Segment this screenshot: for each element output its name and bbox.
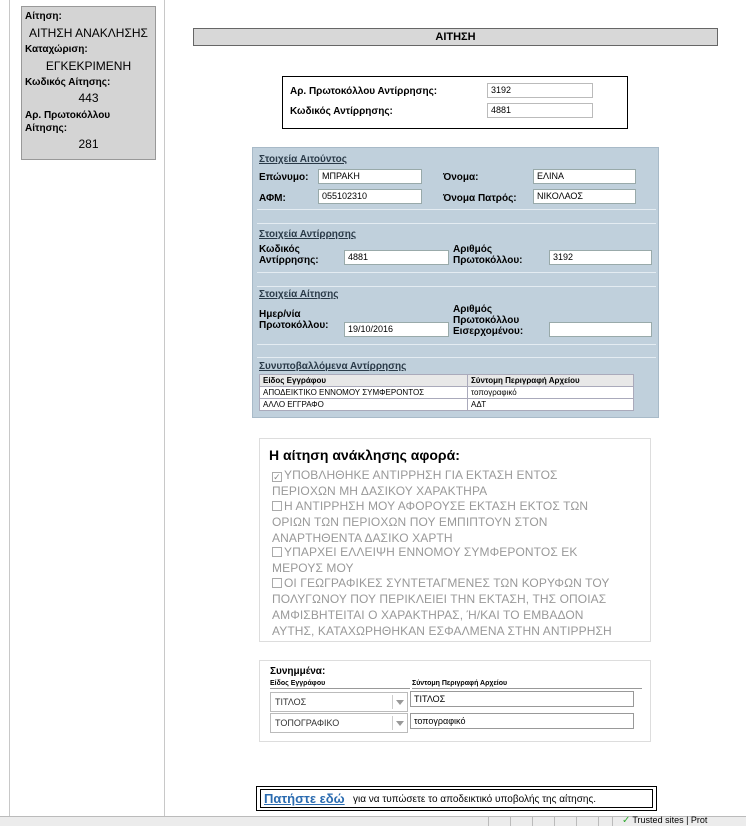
revocation-option[interactable] — [272, 498, 612, 546]
option-text: ΥΠΑΡΧΕΙ ΕΛΛΕΙΨΗ ΕΝΝΟΜΟΥ ΣΥΜΦΕΡΟΝΤΟΣ ΕΚ — [284, 545, 578, 559]
table-cell: ΑΔΤ — [468, 399, 634, 411]
attachment-desc-field[interactable]: τοπογραφικό — [410, 713, 634, 729]
chevron-down-icon — [396, 721, 404, 726]
table-header: Σύντομη Περιγραφή Αρχείου — [468, 375, 634, 387]
attachments-col-type: Είδος Εγγράφου — [270, 680, 410, 689]
revocation-reasons-box — [259, 438, 651, 642]
protocol-date-label: Ημερ/νία Πρωτοκόλλου: — [259, 309, 329, 331]
status-separator — [612, 817, 613, 826]
request-type-label: Αίτηση: — [25, 11, 62, 22]
option-text: ΠΕΡΙΟΧΩΝ ΜΗ ΔΑΣΙΚΟΥ ΧΑΡΑΚΤΗΡΑ — [272, 484, 488, 498]
select-value: ΤΙΤΛΟΣ — [275, 697, 307, 707]
name-field[interactable]: ΕΛΙΝΑ — [533, 169, 636, 184]
details-panel — [252, 147, 659, 418]
print-receipt-text: για να τυπώσετε το αποδεικτικό υποβολής της αίτησης. — [353, 794, 597, 805]
submitted-docs-section-title: Συνυποβαλλόμενα Αντίρρησης — [259, 361, 407, 372]
option-text: ΑΝΑΡΤΗΘΕΝΤΑ ΔΑΣΙΚΟ ΧΑΡΤΗ — [272, 531, 453, 545]
status-separator — [488, 817, 489, 826]
attachments-col-desc: Σύντομη Περιγραφή Αρχείου — [412, 680, 642, 689]
submitted-docs-table — [259, 374, 634, 411]
objection-identifiers-box — [282, 76, 628, 129]
section-divider — [257, 357, 656, 358]
option-text: Η ΑΝΤΙΡΡΗΣΗ ΜΟΥ ΑΦΟΡΟΥΣΕ ΕΚΤΑΣΗ ΕΚΤΟΣ ΤΩΝ — [284, 499, 589, 513]
option-text: ΠΟΛΥΓΩΝΟΥ ΠΟΥ ΠΕΡΙΚΛΕΙΕΙ ΤΗΝ ΕΚΤΑΣΗ, ΤΗΣ ΟΠΟΙΑΣ — [272, 592, 607, 606]
option-text: ΥΠΟΒΛΗΘΗΚΕ ΑΝΤΙΡΡΗΣΗ ΓΙΑ ΕΚΤΑΣΗ ΕΝΤΟΣ — [284, 468, 558, 482]
objection-protocol-detail-field[interactable]: 3192 — [549, 250, 652, 265]
name-label: Όνομα: — [443, 172, 479, 183]
page-title: ΑΙΤΗΣΗ — [193, 28, 718, 46]
protocol-date-field[interactable]: 19/10/2016 — [344, 322, 449, 337]
objection-protocol-field[interactable]: 3192 — [487, 83, 593, 98]
request-code-value: 443 — [78, 91, 99, 105]
security-zone-indicator[interactable] — [622, 815, 707, 826]
objection-code-detail-label: Κωδικός Αντίρρησης: — [259, 244, 319, 266]
option-text: ΑΥΤΗΣ, ΚΑΤΑΧΩΡΗΘΗΚΑΝ ΕΣΦΑΛΜΕΝΑ ΣΤΗΝ ΑΝΤΙΡΡΗΣΗ — [272, 624, 612, 638]
table-header: Είδος Εγγράφου — [260, 375, 468, 387]
objection-code-field[interactable]: 4881 — [487, 103, 593, 118]
option-text: ΑΜΦΙΣΒΗΤΕΙΤΑΙ Ο ΧΑΡΑΚΤΗΡΑΣ, Ή/ΚΑΙ ΤΟ ΕΜΒΑΔΟΝ — [272, 608, 584, 622]
request-code-label: Κωδικός Αίτησης: — [25, 77, 111, 88]
incoming-protocol-label: Αριθμός Πρωτοκόλλου Εισερχομένου: — [453, 304, 524, 337]
browser-status-bar — [0, 816, 746, 826]
table-cell: ΑΛΛΟ ΕΓΓΡΑΦΟ — [260, 399, 468, 411]
section-divider — [257, 272, 656, 273]
table-header-row — [260, 375, 634, 387]
request-summary-panel — [21, 6, 156, 160]
checkbox-icon[interactable] — [272, 501, 282, 511]
incoming-protocol-field[interactable] — [549, 322, 652, 337]
security-zone-text: Trusted sites | Prot — [632, 815, 708, 825]
attachment-desc-field[interactable]: ΤΙΤΛΟΣ — [410, 691, 634, 707]
option-text: ΟΡΙΩΝ ΤΩΝ ΠΕΡΙΟΧΩΝ ΠΟΥ ΕΜΠΙΠΤΟΥΝ ΣΤΟΝ — [272, 515, 548, 529]
revocation-option[interactable] — [272, 575, 642, 639]
registration-value: ΕΓΚΕΚΡΙΜΕΝΗ — [45, 59, 132, 73]
objection-code-label: Κωδικός Αντίρρησης: — [290, 106, 393, 117]
checkbox-checked-icon[interactable]: ✓ — [273, 472, 281, 482]
objection-protocol-label: Αρ. Πρωτοκόλλου Αντίρρησης: — [290, 86, 438, 97]
option-text: ΜΕΡΟΥΣ ΜΟΥ — [272, 561, 354, 575]
revocation-title: Η αίτηση ανάκλησης αφορά: — [269, 447, 460, 463]
select-separator — [392, 695, 393, 709]
status-separator — [576, 817, 577, 826]
status-separator — [532, 817, 533, 826]
attachments-title: Συνημμένα: — [270, 666, 326, 677]
frame-divider — [164, 0, 165, 816]
section-divider — [257, 223, 656, 224]
table-row — [260, 387, 634, 399]
revocation-option[interactable] — [272, 467, 612, 499]
section-divider — [257, 209, 656, 210]
request-type-value: ΑΙΤΗΣΗ ΑΝΑΚΛΗΣΗΣ — [29, 26, 148, 40]
registration-label: Καταχώριση: — [25, 44, 88, 55]
chevron-down-icon — [396, 700, 404, 705]
request-protocol-value: 281 — [78, 137, 99, 151]
objection-section-title: Στοιχεία Αντίρρησης — [259, 229, 357, 240]
table-cell: ΑΠΟΔΕΙΚΤΙΚΟ ΕΝΝΟΜΟΥ ΣΥΜΦΕΡΟΝΤΟΣ — [260, 387, 468, 399]
option-text: ΟΙ ΓΕΩΓΡΑΦΙΚΕΣ ΣΥΝΤΕΤΑΓΜΕΝΕΣ ΤΩΝ ΚΟΡΥΦΩΝ ΤΟΥ — [284, 576, 610, 590]
select-separator — [392, 716, 393, 730]
section-divider — [257, 344, 656, 345]
select-value: ΤΟΠΟΓΡΑΦΙΚΟ — [275, 718, 340, 728]
father-name-label: Όνομα Πατρός: — [443, 193, 517, 204]
objection-protocol-detail-label: Αριθμός Πρωτοκόλλου: — [453, 244, 523, 266]
father-name-field[interactable]: ΝΙΚΟΛΑΟΣ — [533, 189, 636, 204]
left-frame-edge — [0, 0, 10, 816]
attachment-type-select[interactable] — [270, 692, 408, 712]
attachment-type-select[interactable] — [270, 713, 408, 733]
check-icon: ✓ — [622, 815, 631, 826]
objection-code-detail-field[interactable]: 4881 — [344, 250, 449, 265]
surname-field[interactable]: ΜΠΡΑΚΗ — [318, 169, 422, 184]
applicant-section-title: Στοιχεία Αιτούντος — [259, 154, 347, 165]
checkbox-icon[interactable] — [272, 578, 282, 588]
afm-label: ΑΦΜ: — [259, 193, 286, 204]
surname-label: Επώνυμο: — [259, 172, 309, 183]
status-separator — [554, 817, 555, 826]
print-receipt-box — [256, 786, 657, 811]
section-divider — [257, 286, 656, 287]
afm-field[interactable]: 055102310 — [318, 189, 422, 204]
revocation-option[interactable] — [272, 544, 612, 576]
status-separator — [510, 817, 511, 826]
print-receipt-inner — [260, 789, 653, 808]
table-row — [260, 399, 634, 411]
application-section-title: Στοιχεία Αίτησης — [259, 289, 339, 300]
attachments-box — [259, 660, 651, 742]
request-protocol-label: Αρ. Πρωτοκόλλου Αίτησης: — [25, 110, 111, 134]
checkbox-icon[interactable] — [272, 547, 282, 557]
print-receipt-link[interactable]: Πατήστε εδώ — [264, 791, 345, 806]
status-separator — [598, 817, 599, 826]
table-cell: τοπογραφικό — [468, 387, 634, 399]
